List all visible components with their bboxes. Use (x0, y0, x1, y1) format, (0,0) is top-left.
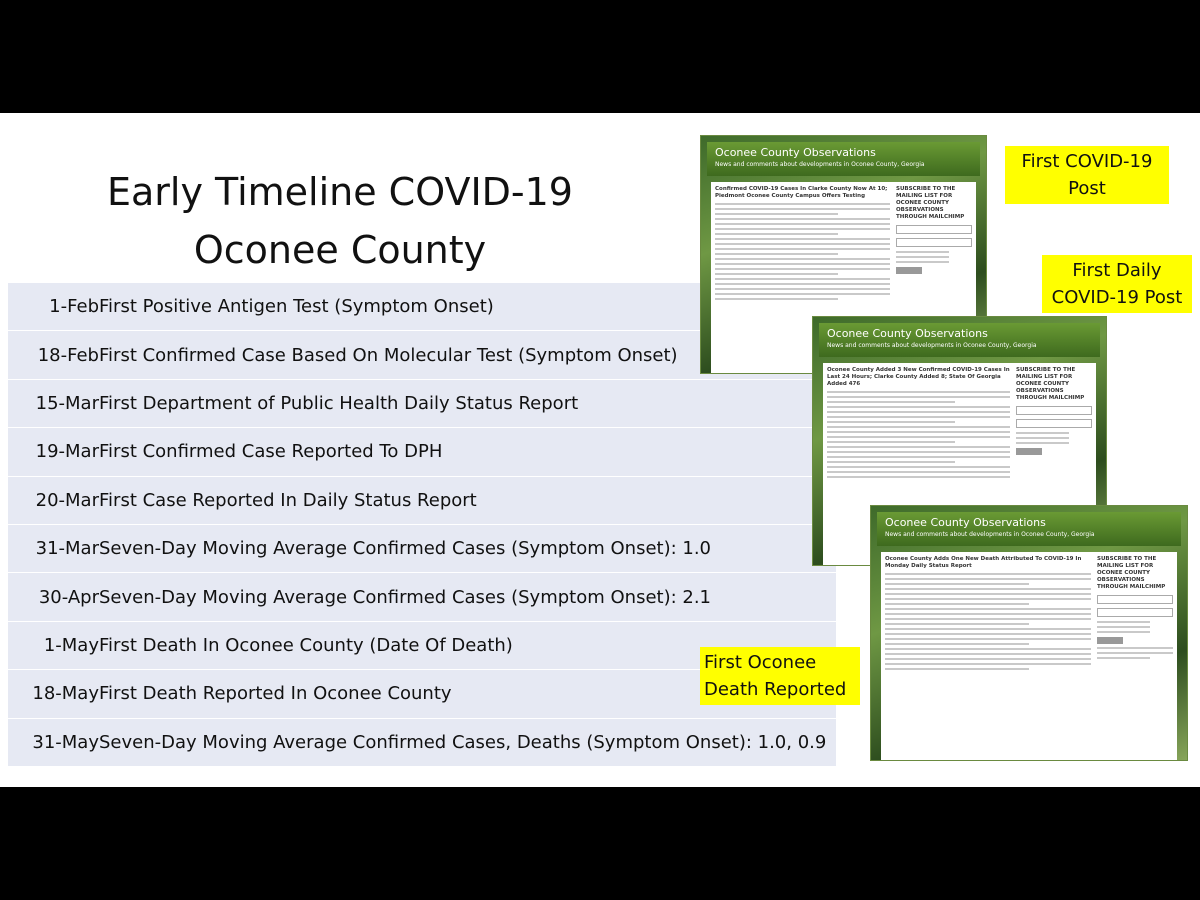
timeline-event: First Department of Public Health Daily Status Report (99, 392, 579, 414)
timeline-date: 15-Mar (35, 392, 99, 414)
timeline-event: Seven-Day Moving Average Confirmed Cases, Deaths (Symptom Onset): 1.0, 0.9 (99, 731, 827, 753)
timeline-event: First Death In Oconee County (Date Of Death) (99, 634, 513, 656)
post-headline: Oconee County Added 3 New Confirmed COVID-19 Cases In Last 24 Hours; Clarke County Added 8; State Of Georgia Added 476 (827, 367, 1010, 387)
timeline-date: 1-May (43, 634, 99, 656)
blog-body (881, 552, 1177, 760)
blog-subtitle: News and comments about developments in Oconee County, Georgia (885, 531, 1095, 538)
blog-post (885, 556, 1091, 760)
timeline-date: 30-Apr (38, 586, 99, 608)
timeline-event: First Positive Antigen Test (Symptom Onset) (99, 296, 494, 318)
post-headline: Confirmed COVID-19 Cases In Clarke County Now At 10; Piedmont Oconee County Campus Offers Testing (715, 186, 888, 199)
post-headline: Oconee County Adds One New Death Attributed To COVID-19 In Monday Daily Status Report (885, 556, 1082, 569)
timeline-event: First Death Reported In Oconee County (99, 683, 452, 705)
timeline-event: First Case Reported In Daily Status Report (99, 489, 477, 511)
timeline-event: Seven-Day Moving Average Confirmed Cases (Symptom Onset): 2.1 (99, 586, 712, 608)
slide-title (60, 163, 620, 279)
timeline-row (8, 719, 836, 767)
timeline-row (8, 477, 836, 525)
blog-title: Oconee County Observations (715, 146, 876, 159)
timeline-date: 1-Feb (49, 296, 99, 318)
blog-subtitle: News and comments about developments in Oconee County, Georgia (715, 161, 925, 168)
blog-header (819, 323, 1100, 357)
blog-header (877, 512, 1181, 546)
timeline-date: 18-May (32, 683, 99, 705)
slide-title-line-2: Oconee County (193, 228, 487, 272)
timeline-date: 19-Mar (35, 441, 99, 463)
sidebar-title: SUBSCRIBE TO THE MAILING LIST FOR OCONEE COUNTY OBSERVATIONS THROUGH MAILCHIMP (1097, 556, 1166, 590)
timeline-event: First Confirmed Case Based On Molecular Test (Symptom Onset) (99, 344, 678, 366)
timeline-date: 18-Feb (37, 344, 99, 366)
timeline-row (8, 428, 836, 476)
blog-title: Oconee County Observations (827, 327, 988, 340)
label-first-daily-post: First Daily COVID-19 Post (1042, 255, 1192, 313)
timeline-row (8, 573, 836, 621)
timeline-date: 20-Mar (35, 489, 99, 511)
blog-subtitle: News and comments about developments in Oconee County, Georgia (827, 342, 1037, 349)
slide (0, 113, 1200, 787)
timeline-date: 31-May (32, 731, 99, 753)
slide-title-line-1: Early Timeline COVID-19 (106, 170, 573, 214)
blog-sidebar (1097, 556, 1173, 760)
timeline-date: 31-Mar (35, 538, 99, 560)
blog-screenshot-first-death (870, 505, 1188, 761)
blog-header (707, 142, 980, 176)
sidebar-title: SUBSCRIBE TO THE MAILING LIST FOR OCONEE COUNTY OBSERVATIONS THROUGH MAILCHIMP (1016, 367, 1085, 401)
sidebar-title: SUBSCRIBE TO THE MAILING LIST FOR OCONEE COUNTY OBSERVATIONS THROUGH MAILCHIMP (896, 186, 965, 220)
timeline-event: Seven-Day Moving Average Confirmed Cases (Symptom Onset): 1.0 (99, 538, 712, 560)
label-first-death: First Oconee Death Reported (700, 647, 860, 705)
label-first-covid-post: First COVID-19 Post (1005, 146, 1169, 204)
blog-title: Oconee County Observations (885, 516, 1046, 529)
timeline-row (8, 380, 836, 428)
timeline-event: First Confirmed Case Reported To DPH (99, 441, 443, 463)
timeline-row (8, 525, 836, 573)
